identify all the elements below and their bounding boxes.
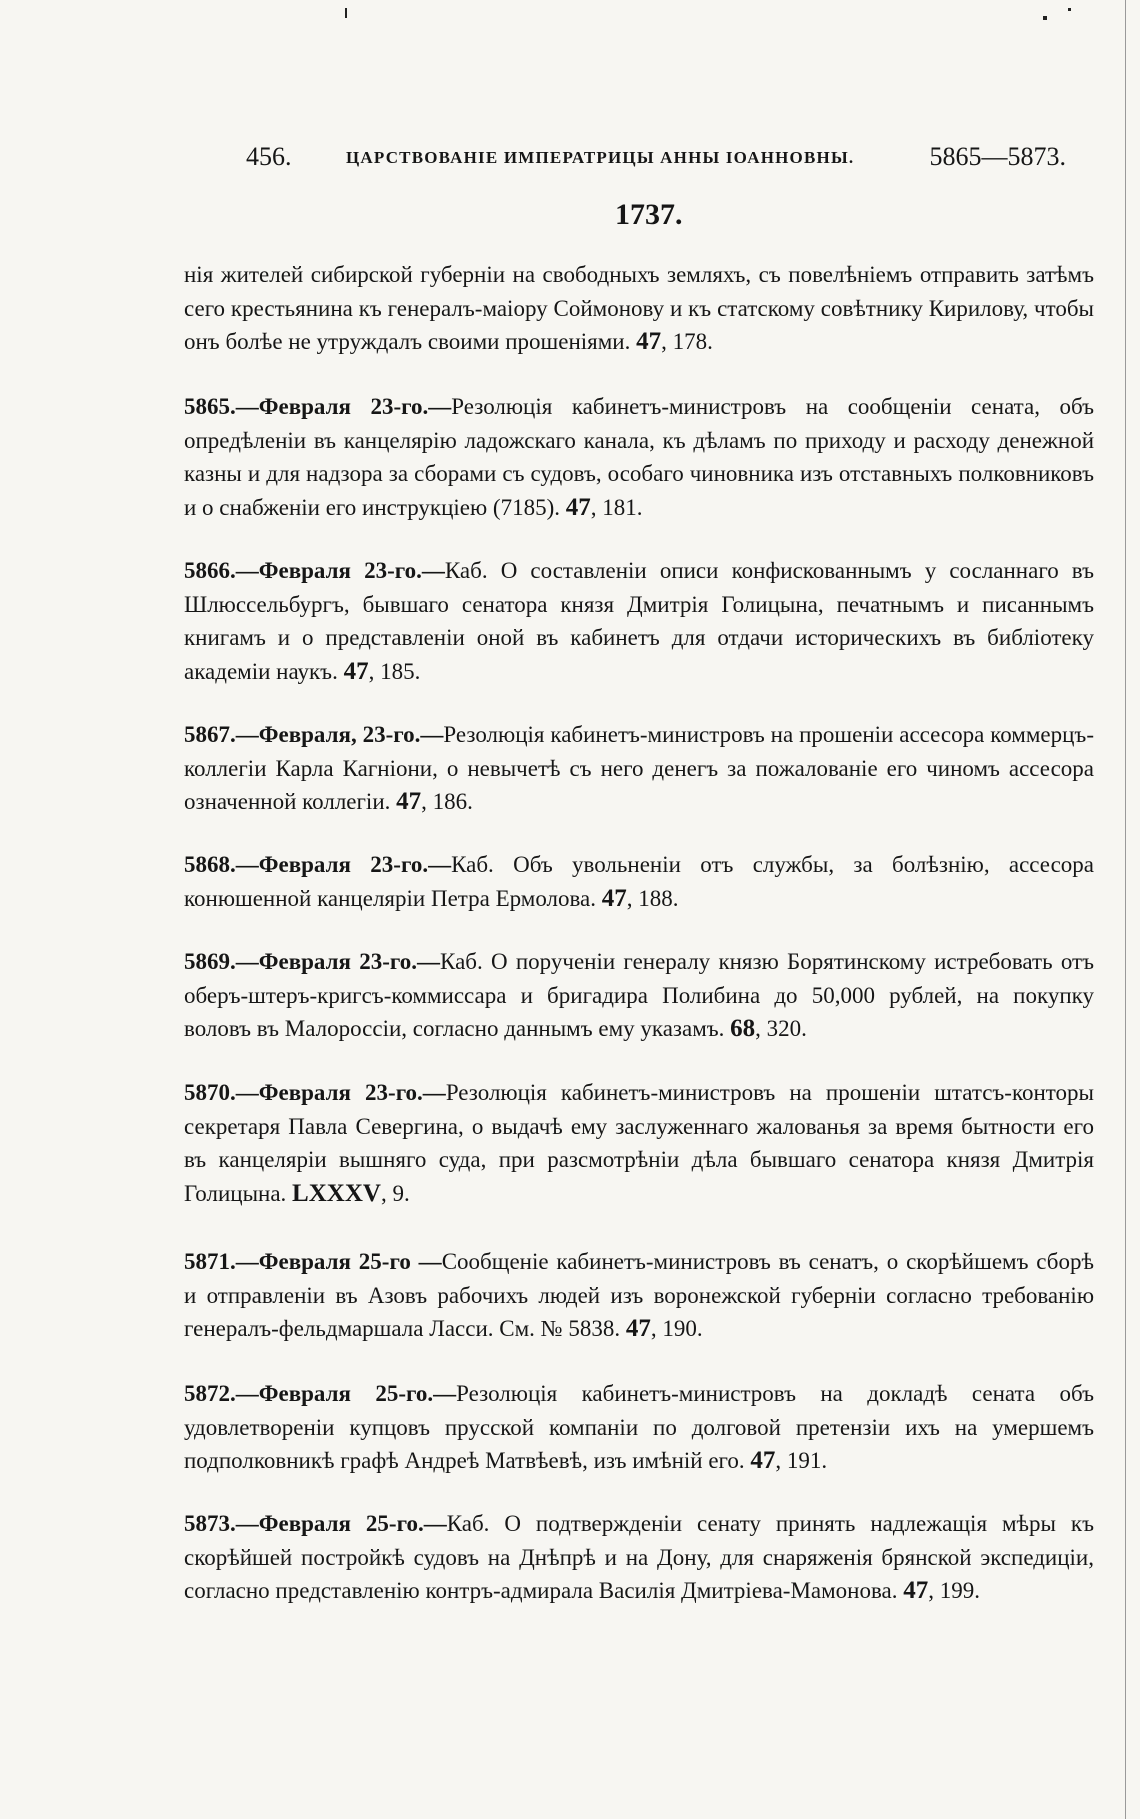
ref-page: , 188. [626,885,679,911]
page-number: 456. [246,142,292,171]
entry-5865 [184,390,1094,524]
entry-lead: 5871.—Февраля 25-го — [184,1249,442,1274]
entry-5869 [184,945,1094,1046]
entry-text: Каб. О составленіи описи конфискованнымъ у сосланнаго въ Шлюссельбургъ, бывшаго сенатора князя Дмитрія Голицына, печатнымъ и писаннымъ книгамъ и о представленіи оной въ кабинетъ для отдачи историческихъ въ библіотеку академіи наукъ. [184,558,1094,684]
running-title: ЦАРСТВОВАНІЕ ИМПЕРАТРИЦЫ АННЫ ІОАННОВНЫ. [346,148,855,167]
ref-page: , 186. [421,789,473,814]
entry-lead: 5872.—Февраля 25-го.— [184,1381,457,1406]
entry-text: Каб. О порученіи генералу князю Борятинскому истребовать отъ оберъ-штеръ-кригсъ-коммиссара и бригадира Полибина до 50,000 рублей, на покупку воловъ въ Малороссіи, согласно даннымъ ему указамъ. [184,949,1094,1041]
entry-5873 [184,1507,1094,1608]
entry-5872 [184,1377,1094,1478]
entry-text: Резолюція кабинетъ-министровъ на сообщеніи сената, объ опредѣленіи въ канцелярію ладожскаго канала, къ дѣламъ по приходу и расходу денежной казны и для надзора за сборами съ судовъ, особаго чиновника изъ отставныхъ полковниковъ и о снабженіи его инструкціею (7185). [184,394,1094,520]
ref-volume: 47 [601,884,627,912]
page-edge-line [1125,0,1126,1819]
ref-page: , 190. [650,1316,703,1341]
entry-text: Каб. Объ увольненіи отъ службы, за болѣзнію, ассесора конюшенной канцеляріи Петра Ермолова. [184,852,1094,911]
ref-volume: 47 [636,328,662,355]
entry-5867 [184,718,1094,819]
ref-volume: 68 [730,1015,756,1042]
entry-range: 5865—5873. [929,142,1066,171]
entry-lead: 5868.—Февраля 23-го.— [184,852,452,877]
year-heading: 1737. [615,198,683,231]
ref-page: , 199. [928,1578,980,1603]
ref-volume: 47 [903,1577,929,1604]
entry-5866 [184,554,1094,688]
ink-speck [1068,8,1071,11]
ref-page: , 181. [590,494,643,520]
entry-5870 [184,1076,1094,1210]
entry-lead: 5873.—Февраля 25-го.— [184,1511,447,1536]
entry-text: Каб. О подтвержденіи сенату принять надлежащія мѣры къ скорѣйшей постройкѣ судовъ на Днѣпрѣ и на Дону, для снаряженія брянской экспедиціи, согласно представленію контръ-адмирала Василія Дмитріева-Мамонова. [184,1511,1094,1603]
entry-5868 [184,848,1094,915]
ink-speck [1043,16,1047,20]
ref-volume: LXXXV [292,1179,381,1207]
entry-lead: 5870.—Февраля 23-го.— [184,1080,446,1105]
continuation-paragraph [184,258,1094,359]
entry-text: Резолюція кабинетъ-министровъ на докладѣ сената объ удовлетвореніи купцовъ прусской компаніи по долговой претензіи ихъ на умершемъ подполковникѣ графѣ Андреѣ Матвѣевѣ, изъ имѣній его. [184,1381,1094,1473]
ref-page: , 185. [368,658,421,684]
ref-page: , 191. [775,1448,828,1473]
ref-page: , 320. [755,1016,807,1041]
ref-volume: 47 [396,788,422,815]
entry-lead: 5865.—Февраля 23-го.— [184,394,452,419]
ref-page: , 178. [661,329,713,354]
ref-volume: 47 [565,493,591,521]
entry-5871 [184,1245,1094,1346]
running-header [246,142,1066,182]
entry-text: Резолюція кабинетъ-министровъ на прошеніи штатсъ-конторы секретаря Павла Севергина, о выдачѣ ему заслуженнаго жалованья за время бытности его въ канцеляріи вышняго суда, при разсмотрѣніи дѣла бывшаго сенатора князя Дмитрія Голицына. [184,1080,1094,1206]
ref-volume: 47 [625,1315,651,1342]
entry-lead: 5867.—Февраля, 23-го.— [184,722,444,747]
entry-text: Сообщеніе кабинетъ-министровъ въ сенатъ, о скорѣйшемъ сборѣ и отправленіи въ Азовъ рабочихъ людей изъ воронежской губерніи согласно требованію генералъ-фельдмаршала Ласси. См. № 5838. [184,1249,1094,1341]
entry-lead: 5866.—Февраля 23-го.— [184,558,445,583]
entry-text: Резолюція кабинетъ-министровъ на прошеніи ассесора коммерцъ-коллегіи Карла Кагніони, о невычетѣ съ него денегъ за пожалованіе его чиномъ ассесора означенной коллегіи. [184,722,1094,814]
ref-volume: 47 [750,1447,776,1474]
ref-volume: 47 [343,657,369,685]
entry-text: нія жителей сибирской губерніи на свободныхъ земляхъ, съ повелѣніемъ отправить затѣмъ сего крестьянина къ генералъ-маіору Соймонову и къ статскому совѣтнику Кирилову, чтобы онъ болѣе не утруждалъ своими прошеніями. [184,262,1094,354]
ref-page: , 9. [380,1180,410,1206]
ink-speck [345,8,347,18]
entry-lead: 5869.—Февраля 23-го.— [184,949,441,974]
